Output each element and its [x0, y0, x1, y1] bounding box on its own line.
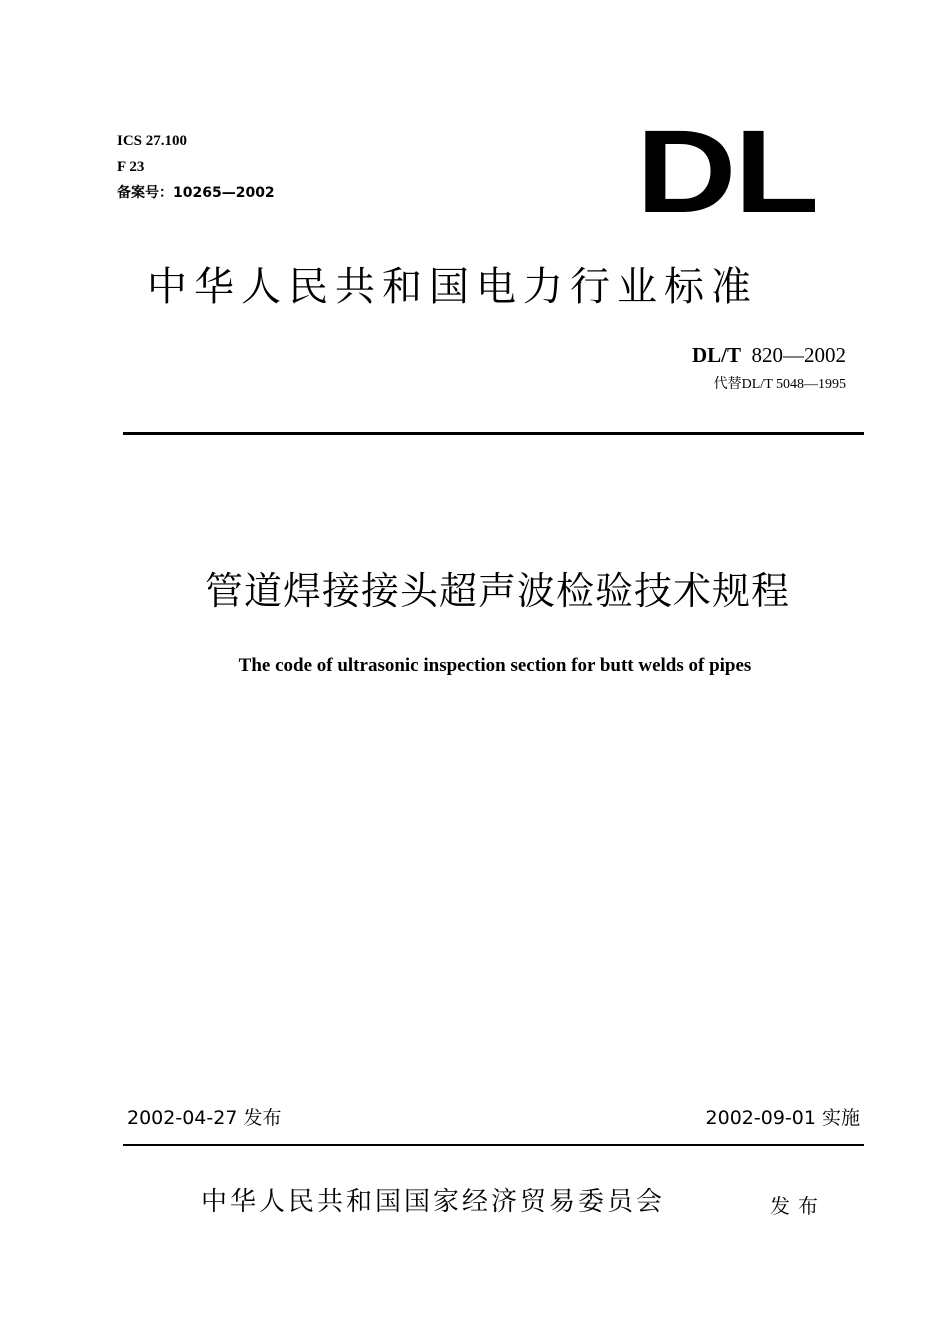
publish-label: 发布	[770, 1194, 826, 1218]
implementation-date: 2002-09-01 实施	[705, 1107, 860, 1129]
replaces-standard	[714, 374, 846, 395]
standard-number	[692, 342, 846, 368]
dl-logo: DL	[636, 106, 817, 238]
publisher: 中华人民共和国国家经济贸易委员会	[201, 1187, 666, 1217]
ccs-code: F 23	[117, 159, 145, 175]
filing-label: 备案号：	[117, 185, 173, 201]
standard-number-value: 820—2002	[751, 343, 846, 367]
document-title-chinese: 管道焊接接头超声波检验技术规程	[204, 569, 790, 613]
standard-category: 中华人民共和国电力行业标准	[147, 264, 758, 310]
replaces-label: 代替	[713, 376, 742, 392]
issue-date: 2002-04-27 发布	[127, 1107, 282, 1129]
filing-number	[117, 184, 275, 202]
filing-value: 10265—2002	[173, 185, 275, 201]
standard-number-prefix: DL/T	[691, 343, 741, 367]
bottom-divider	[123, 1144, 864, 1146]
replaces-code: DL/T 5048—1995	[741, 377, 846, 392]
document-title-english: The code of ultrasonic inspection section for butt welds of pipes	[238, 655, 752, 676]
ics-code: ICS 27.100	[117, 133, 188, 149]
top-divider	[123, 432, 864, 435]
